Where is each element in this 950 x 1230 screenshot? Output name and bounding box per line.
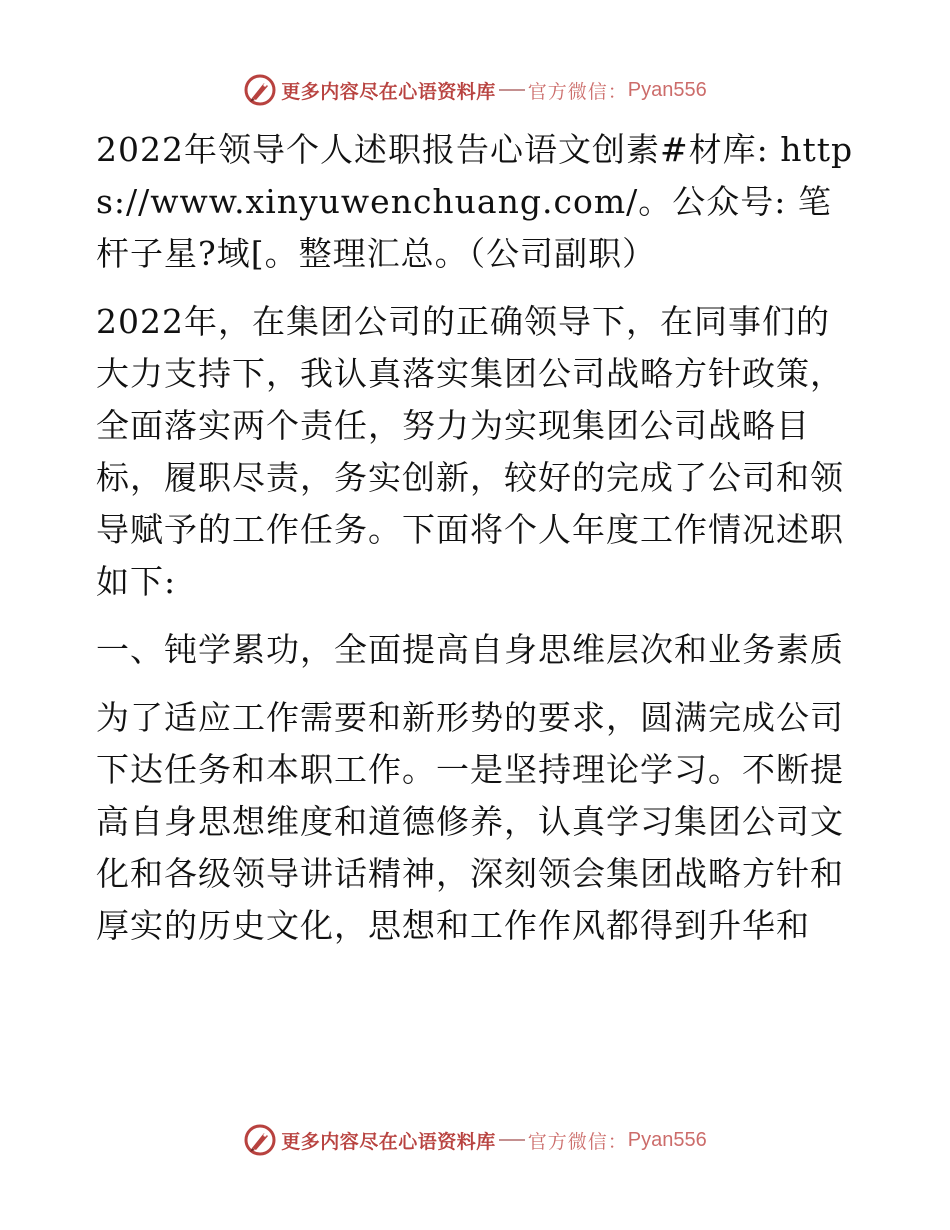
banner-main-text: 更多内容尽在心语资料库	[281, 1130, 496, 1153]
intro-paragraph: 2022年，在集团公司的正确领导下，在同事们的大力支持下，我认真落实集团公司战略方针政策，全面落实两个责任，努力为实现集团公司战略目标，履职尽责，务实创新，较好的完成了公司和领导赋予的工作任务。下面将个人年度工作情况述职如下:	[96, 302, 844, 601]
banner-dash	[499, 89, 525, 91]
banner-dash	[499, 1139, 525, 1141]
pen-nib-logo-icon	[243, 73, 277, 107]
banner-wechat-id: Pyan556	[627, 78, 707, 101]
pen-nib-logo-icon	[243, 1123, 277, 1157]
title-paragraph: 2022年领导个人述职报告心语文创素#材库: https://www.xinyuwenchuang.com/。公众号: 笔杆子星?域[。整理汇总。（公司副职）	[96, 130, 854, 273]
section-heading: 一、钝学累功，全面提高自身思维层次和业务素质	[96, 630, 844, 669]
body-paragraph: 为了适应工作需要和新形势的要求，圆满完成公司下达任务和本职工作。一是坚持理论学习。不断提高自身思想维度和道德修养，认真学习集团公司文化和各级领导讲话精神，深刻领会集团战略方针和厚实的历史文化，思想和工作作风都得到升华和	[96, 698, 844, 945]
header-watermark-banner	[0, 70, 950, 110]
banner-wechat-label: 官方微信：	[527, 1130, 628, 1153]
banner-main-text: 更多内容尽在心语资料库	[281, 80, 496, 103]
footer-watermark-banner	[0, 1120, 950, 1160]
document-body	[96, 124, 856, 968]
banner-wechat-label: 官方微信：	[527, 80, 628, 103]
banner-wechat-id: Pyan556	[627, 1128, 707, 1151]
